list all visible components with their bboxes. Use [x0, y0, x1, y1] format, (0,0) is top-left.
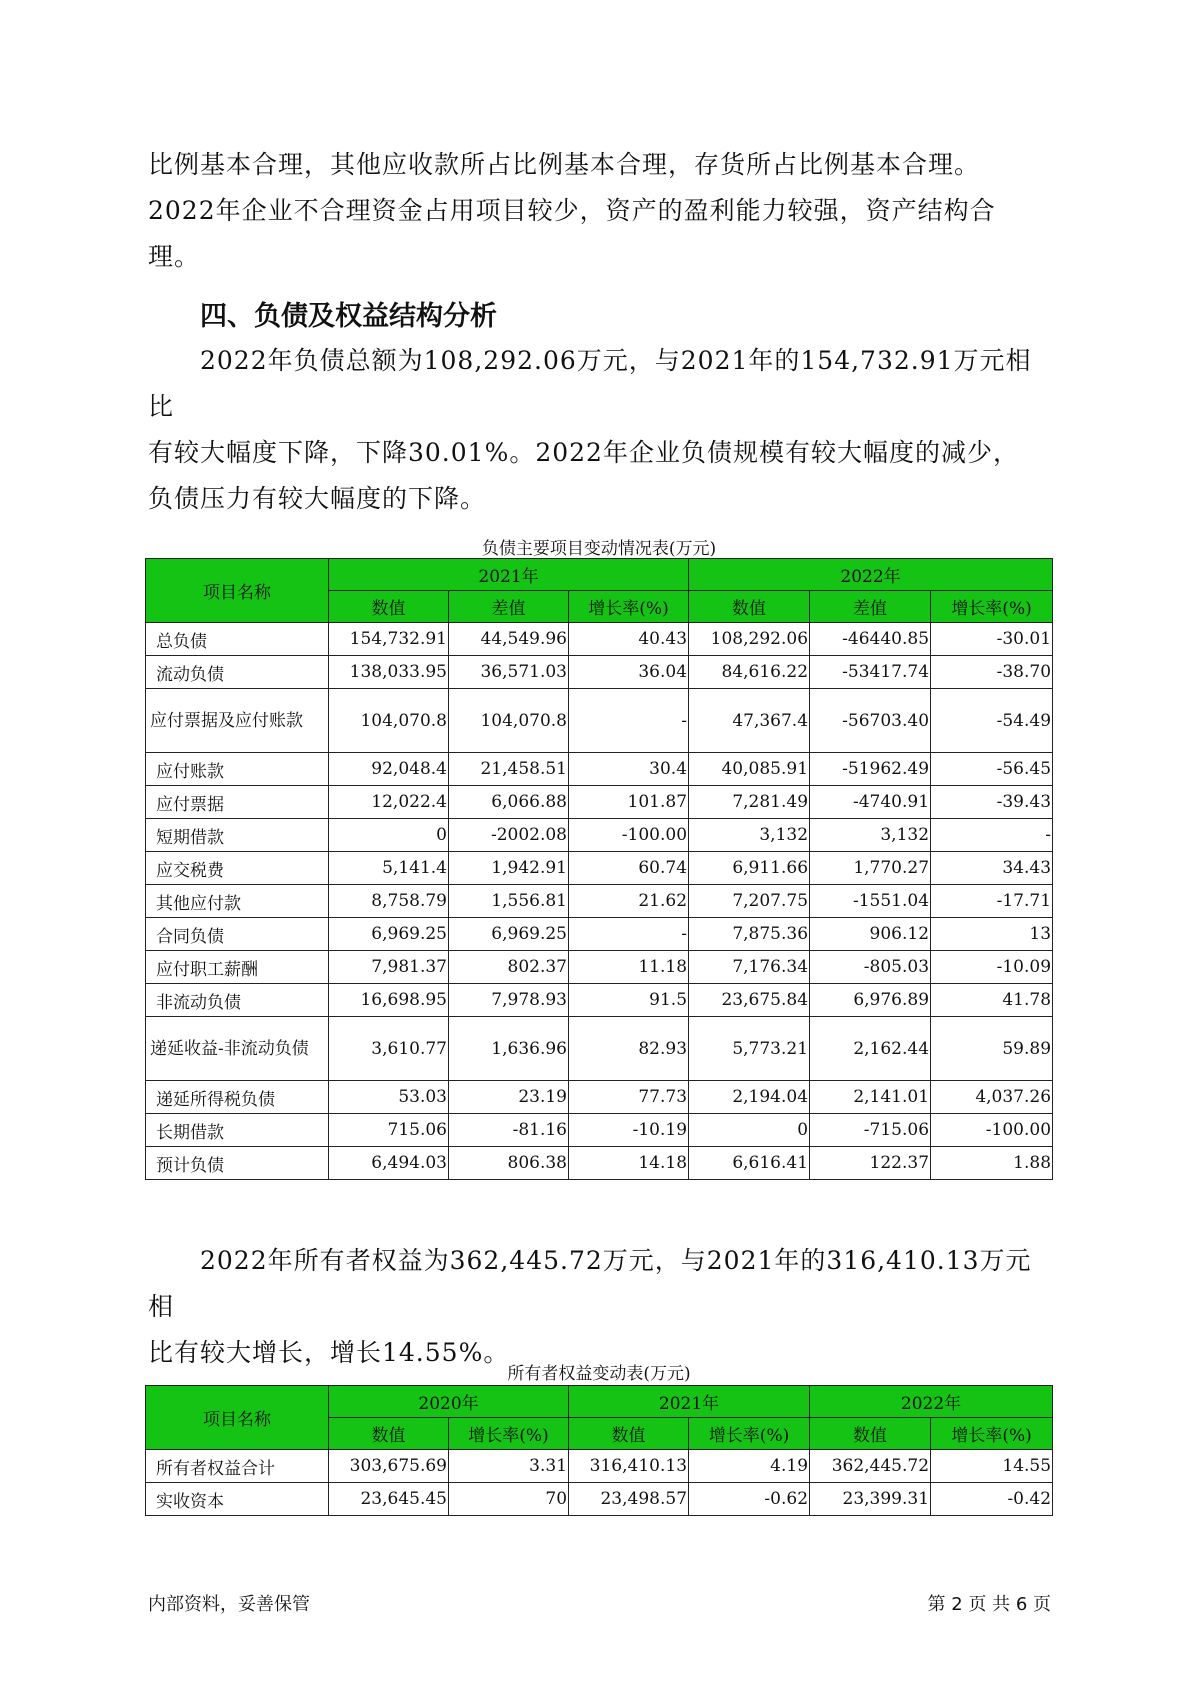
equity-header-rate: 增长率(%) [449, 1418, 569, 1450]
equity-line-1: 2022年所有者权益为362,445.72万元，与2021年的316,410.13万元相 [148, 1246, 1032, 1321]
cell-diff-2021: 1,556.81 [449, 885, 569, 918]
intro-paragraph [148, 142, 1048, 280]
cell-diff-2022: 906.12 [810, 918, 931, 951]
cell-diff-2021: 1,942.91 [449, 852, 569, 885]
equity-header-value: 数值 [810, 1418, 931, 1450]
cell-diff-2021: -81.16 [449, 1114, 569, 1147]
equity-header-name: 项目名称 [146, 1386, 329, 1450]
cell-value-2020: 23,645.45 [329, 1483, 449, 1516]
table-row [146, 623, 1053, 656]
table-row [146, 753, 1053, 786]
liab-header-diff: 差值 [810, 591, 931, 623]
cell-diff-2021: 21,458.51 [449, 753, 569, 786]
cell-value-2022: 7,207.75 [689, 885, 810, 918]
liabilities-table-caption: 负债主要项目变动情况表(万元) [481, 539, 717, 559]
intro-line-2: 2022年企业不合理资金占用项目较少，资产的盈利能力较强，资产结构合 [148, 196, 996, 225]
row-name: 应付职工薪酬 [146, 951, 329, 984]
liab-header-diff: 差值 [449, 591, 569, 623]
equity-header-year-2022: 2022年 [810, 1386, 1053, 1418]
cell-rate-2022: -0.42 [931, 1483, 1053, 1516]
equity-paragraph [148, 1238, 1048, 1376]
liab-line-2: 有较大幅度下降，下降30.01%。2022年企业负债规模有较大幅度的减少， [148, 438, 1019, 467]
row-name: 流动负债 [146, 656, 329, 689]
liab-header-value: 数值 [329, 591, 449, 623]
table-row [146, 1017, 1053, 1081]
cell-rate-2021: 30.4 [569, 753, 689, 786]
table-row [146, 885, 1053, 918]
cell-diff-2021: 802.37 [449, 951, 569, 984]
cell-rate-2021: 60.74 [569, 852, 689, 885]
table-row [146, 852, 1053, 885]
cell-rate-2021: 11.18 [569, 951, 689, 984]
cell-diff-2022: -46440.85 [810, 623, 931, 656]
equity-table [145, 1385, 1053, 1516]
row-name: 其他应付款 [146, 885, 329, 918]
row-name: 预计负债 [146, 1147, 329, 1180]
cell-rate-2022: 1.88 [931, 1147, 1053, 1180]
cell-value-2022: 7,176.34 [689, 951, 810, 984]
table-row [146, 786, 1053, 819]
cell-value-2021: 8,758.79 [329, 885, 449, 918]
cell-rate-2021: 4.19 [689, 1450, 810, 1483]
cell-rate-2022: 41.78 [931, 984, 1053, 1017]
cell-rate-2021: 14.18 [569, 1147, 689, 1180]
cell-rate-2021: 101.87 [569, 786, 689, 819]
row-name: 应付账款 [146, 753, 329, 786]
liabilities-paragraph [148, 338, 1048, 522]
cell-diff-2021: 104,070.8 [449, 689, 569, 753]
row-name: 应付票据及应付账款 [146, 689, 329, 753]
cell-diff-2022: 3,132 [810, 819, 931, 852]
row-name: 递延所得税负债 [146, 1081, 329, 1114]
cell-rate-2021: - [569, 918, 689, 951]
footer-confidential-note: 内部资料，妥善保管 [148, 1594, 310, 1615]
cell-diff-2022: 2,141.01 [810, 1081, 931, 1114]
cell-value-2022: 3,132 [689, 819, 810, 852]
cell-value-2021: 12,022.4 [329, 786, 449, 819]
cell-value-2021: 0 [329, 819, 449, 852]
cell-value-2022: 6,616.41 [689, 1147, 810, 1180]
cell-value-2020: 303,675.69 [329, 1450, 449, 1483]
cell-value-2021: 104,070.8 [329, 689, 449, 753]
cell-rate-2020: 70 [449, 1483, 569, 1516]
cell-diff-2021: 23.19 [449, 1081, 569, 1114]
cell-value-2022: 47,367.4 [689, 689, 810, 753]
cell-diff-2022: -51962.49 [810, 753, 931, 786]
cell-value-2022: 0 [689, 1114, 810, 1147]
liab-header-value: 数值 [689, 591, 810, 623]
table-row [146, 656, 1053, 689]
cell-value-2022: 23,675.84 [689, 984, 810, 1017]
cell-value-2021: 7,981.37 [329, 951, 449, 984]
cell-rate-2022: 34.43 [931, 852, 1053, 885]
cell-rate-2022: - [931, 819, 1053, 852]
cell-diff-2022: -53417.74 [810, 656, 931, 689]
cell-diff-2022: -4740.91 [810, 786, 931, 819]
row-name: 应交税费 [146, 852, 329, 885]
cell-rate-2021: 82.93 [569, 1017, 689, 1081]
cell-rate-2022: 14.55 [931, 1450, 1053, 1483]
cell-rate-2022: -38.70 [931, 656, 1053, 689]
liab-header-name: 项目名称 [146, 559, 329, 623]
cell-value-2022: 7,281.49 [689, 786, 810, 819]
equity-header-year-2021: 2021年 [569, 1386, 810, 1418]
cell-rate-2022: -54.49 [931, 689, 1053, 753]
liabilities-table [145, 558, 1053, 1180]
cell-rate-2021: 36.04 [569, 656, 689, 689]
cell-rate-2022: -39.43 [931, 786, 1053, 819]
cell-diff-2022: -1551.04 [810, 885, 931, 918]
cell-rate-2022: -17.71 [931, 885, 1053, 918]
cell-value-2022: 362,445.72 [810, 1450, 931, 1483]
equity-header-value: 数值 [569, 1418, 689, 1450]
cell-value-2022: 7,875.36 [689, 918, 810, 951]
cell-diff-2022: -56703.40 [810, 689, 931, 753]
cell-rate-2020: 3.31 [449, 1450, 569, 1483]
cell-value-2022: 23,399.31 [810, 1483, 931, 1516]
cell-rate-2022: 59.89 [931, 1017, 1053, 1081]
cell-rate-2021: 40.43 [569, 623, 689, 656]
equity-header-value: 数值 [329, 1418, 449, 1450]
cell-diff-2022: 1,770.27 [810, 852, 931, 885]
table-row [146, 918, 1053, 951]
cell-value-2021: 154,732.91 [329, 623, 449, 656]
liab-line-1: 2022年负债总额为108,292.06万元，与2021年的154,732.91万元相比 [148, 346, 1032, 421]
cell-diff-2021: -2002.08 [449, 819, 569, 852]
cell-value-2021: 6,494.03 [329, 1147, 449, 1180]
equity-header-year-2020: 2020年 [329, 1386, 569, 1418]
cell-value-2021: 6,969.25 [329, 918, 449, 951]
row-name: 实收资本 [146, 1483, 329, 1516]
intro-line-3: 理。 [148, 242, 201, 271]
cell-value-2021: 5,141.4 [329, 852, 449, 885]
cell-diff-2022: 122.37 [810, 1147, 931, 1180]
cell-value-2021: 23,498.57 [569, 1483, 689, 1516]
cell-diff-2022: -715.06 [810, 1114, 931, 1147]
row-name: 长期借款 [146, 1114, 329, 1147]
cell-diff-2021: 36,571.03 [449, 656, 569, 689]
cell-diff-2022: 2,162.44 [810, 1017, 931, 1081]
cell-rate-2022: -100.00 [931, 1114, 1053, 1147]
cell-value-2021: 92,048.4 [329, 753, 449, 786]
cell-value-2022: 84,616.22 [689, 656, 810, 689]
row-name: 递延收益-非流动负债 [146, 1017, 329, 1081]
cell-rate-2022: -56.45 [931, 753, 1053, 786]
equity-header-rate: 增长率(%) [689, 1418, 810, 1450]
cell-value-2022: 5,773.21 [689, 1017, 810, 1081]
table-row [146, 1450, 1053, 1483]
cell-diff-2021: 6,969.25 [449, 918, 569, 951]
cell-value-2021: 53.03 [329, 1081, 449, 1114]
cell-rate-2022: -10.09 [931, 951, 1053, 984]
row-name: 应付票据 [146, 786, 329, 819]
cell-rate-2021: - [569, 689, 689, 753]
cell-diff-2021: 806.38 [449, 1147, 569, 1180]
row-name: 总负债 [146, 623, 329, 656]
cell-value-2021: 3,610.77 [329, 1017, 449, 1081]
intro-line-1: 比例基本合理，其他应收款所占比例基本合理，存货所占比例基本合理。 [148, 150, 981, 179]
cell-diff-2021: 6,066.88 [449, 786, 569, 819]
cell-rate-2021: 77.73 [569, 1081, 689, 1114]
equity-header-rate: 增长率(%) [931, 1418, 1053, 1450]
section-heading: 四、负债及权益结构分析 [200, 301, 497, 332]
cell-rate-2022: 13 [931, 918, 1053, 951]
cell-value-2021: 316,410.13 [569, 1450, 689, 1483]
row-name: 非流动负债 [146, 984, 329, 1017]
liab-line-3: 负债压力有较大幅度的下降。 [148, 484, 487, 513]
liab-header-rate: 增长率(%) [931, 591, 1053, 623]
cell-value-2021: 138,033.95 [329, 656, 449, 689]
cell-rate-2021: -100.00 [569, 819, 689, 852]
cell-rate-2022: 4,037.26 [931, 1081, 1053, 1114]
cell-diff-2021: 1,636.96 [449, 1017, 569, 1081]
cell-rate-2021: -0.62 [689, 1483, 810, 1516]
cell-rate-2021: 91.5 [569, 984, 689, 1017]
cell-rate-2021: -10.19 [569, 1114, 689, 1147]
table-row [146, 1483, 1053, 1516]
row-name: 所有者权益合计 [146, 1450, 329, 1483]
cell-value-2022: 6,911.66 [689, 852, 810, 885]
cell-value-2021: 715.06 [329, 1114, 449, 1147]
cell-rate-2021: 21.62 [569, 885, 689, 918]
table-row [146, 1081, 1053, 1114]
footer-page-number: 第 2 页 共 6 页 [927, 1594, 1051, 1615]
cell-value-2021: 16,698.95 [329, 984, 449, 1017]
table-row [146, 984, 1053, 1017]
cell-value-2022: 108,292.06 [689, 623, 810, 656]
cell-value-2022: 2,194.04 [689, 1081, 810, 1114]
cell-diff-2021: 44,549.96 [449, 623, 569, 656]
table-row [146, 1147, 1053, 1180]
liab-header-year-2021: 2021年 [329, 559, 689, 591]
liab-header-year-2022: 2022年 [689, 559, 1053, 591]
cell-diff-2022: 6,976.89 [810, 984, 931, 1017]
liab-header-rate: 增长率(%) [569, 591, 689, 623]
table-row [146, 951, 1053, 984]
equity-line-2: 比有较大增长，增长14.55%。 [148, 1338, 510, 1367]
table-row [146, 819, 1053, 852]
table-row [146, 689, 1053, 753]
cell-value-2022: 40,085.91 [689, 753, 810, 786]
cell-diff-2022: -805.03 [810, 951, 931, 984]
row-name: 短期借款 [146, 819, 329, 852]
equity-table-caption: 所有者权益变动表(万元) [507, 1364, 691, 1384]
cell-rate-2022: -30.01 [931, 623, 1053, 656]
table-row [146, 1114, 1053, 1147]
row-name: 合同负债 [146, 918, 329, 951]
cell-diff-2021: 7,978.93 [449, 984, 569, 1017]
